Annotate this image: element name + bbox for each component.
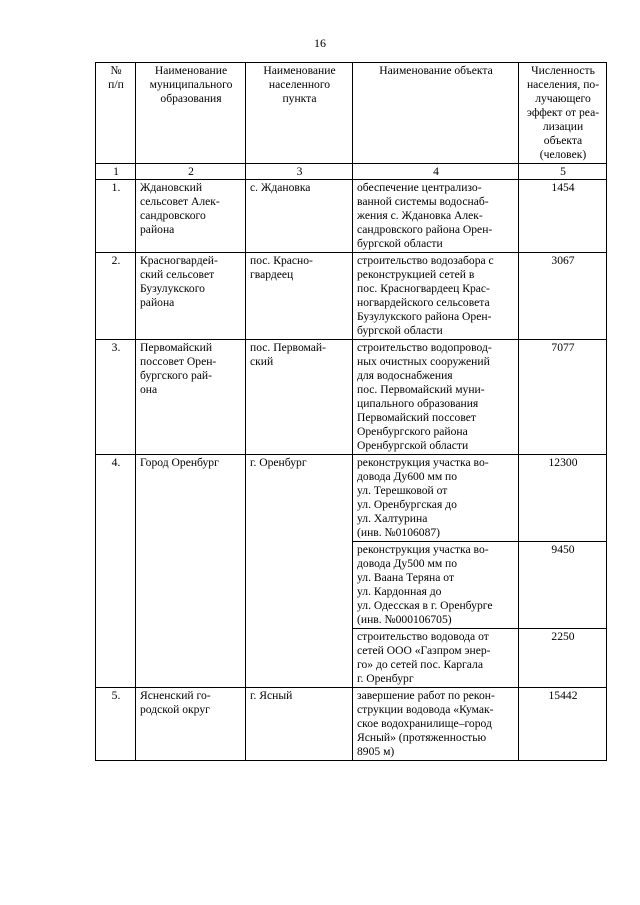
- table-row: [96, 455, 607, 542]
- row-num: 2.: [96, 253, 136, 340]
- row-population: 3067: [519, 253, 607, 340]
- row-municipality: Первомайский поссовет Орен- бургского рай- она: [136, 340, 246, 455]
- header-object: Наименование объекта: [353, 63, 519, 164]
- row-municipality: Красногвардей- ский сельсовет Бузулукского района: [136, 253, 246, 340]
- row-num: 5.: [96, 688, 136, 761]
- column-number: 1: [96, 164, 136, 180]
- row-municipality: Город Оренбург: [136, 455, 246, 688]
- header-population: Численность населения, по- лучающего эффект от реа- лизации объекта (человек): [519, 63, 607, 164]
- table-row: [96, 688, 607, 761]
- row-settlement: г. Оренбург: [246, 455, 353, 688]
- row-object: строительство водовода от сетей ООО «Газпром энер- го» до сетей пос. Каргала г. Оренбург: [353, 629, 519, 688]
- table-row: [96, 340, 607, 455]
- row-object: обеспечение централизо- ванной системы водоснаб- жения с. Ждановка Алек- сандровского района Орен- бургской области: [353, 180, 519, 253]
- header-settlement: Наименование населенного пункта: [246, 63, 353, 164]
- column-number: 3: [246, 164, 353, 180]
- table-header-row: [96, 63, 607, 164]
- row-settlement: пос. Первомай- ский: [246, 340, 353, 455]
- row-population: 1454: [519, 180, 607, 253]
- row-settlement: г. Ясный: [246, 688, 353, 761]
- table-row: [96, 253, 607, 340]
- column-number: 5: [519, 164, 607, 180]
- row-population: 15442: [519, 688, 607, 761]
- column-numbers-row: [96, 164, 607, 180]
- header-municipality: Наименование муниципального образования: [136, 63, 246, 164]
- table-row: [96, 180, 607, 253]
- page-number: 16: [314, 36, 326, 50]
- row-object: реконструкция участка во- довода Ду500 мм по ул. Ваана Теряна от ул. Кардонная до ул. Одесская в г. Оренбурге (инв. №000106705): [353, 542, 519, 629]
- row-settlement: пос. Красно- гвардеец: [246, 253, 353, 340]
- row-population: 7077: [519, 340, 607, 455]
- row-num: 4.: [96, 455, 136, 688]
- row-num: 3.: [96, 340, 136, 455]
- row-population: 2250: [519, 629, 607, 688]
- row-municipality: Ждановский сельсовет Алек- сандровского района: [136, 180, 246, 253]
- column-number: 2: [136, 164, 246, 180]
- row-object: строительство водозабора с реконструкцией сетей в пос. Красногвардеец Крас- ногвардейского сельсовета Бузулукского района Орен- бургской области: [353, 253, 519, 340]
- objects-table: [95, 62, 607, 761]
- column-number: 4: [353, 164, 519, 180]
- row-settlement: с. Ждановка: [246, 180, 353, 253]
- row-municipality: Ясненский го- родской округ: [136, 688, 246, 761]
- row-object: строительство водопровод- ных очистных сооружений для водоснабжения пос. Первомайский муни- ципального образования Первомайский поссовет Оренбургского района Оренбургской области: [353, 340, 519, 455]
- row-population: 9450: [519, 542, 607, 629]
- row-num: 1.: [96, 180, 136, 253]
- header-num: № п/п: [96, 63, 136, 164]
- row-object: реконструкция участка во- довода Ду600 мм по ул. Терешковой от ул. Оренбургская до ул. Халтурина (инв. №0106087): [353, 455, 519, 542]
- row-population: 12300: [519, 455, 607, 542]
- row-object: завершение работ по рекон- струкции водовода «Кумак- ское водохранилище–город Ясный» (протяженностью 8905 м): [353, 688, 519, 761]
